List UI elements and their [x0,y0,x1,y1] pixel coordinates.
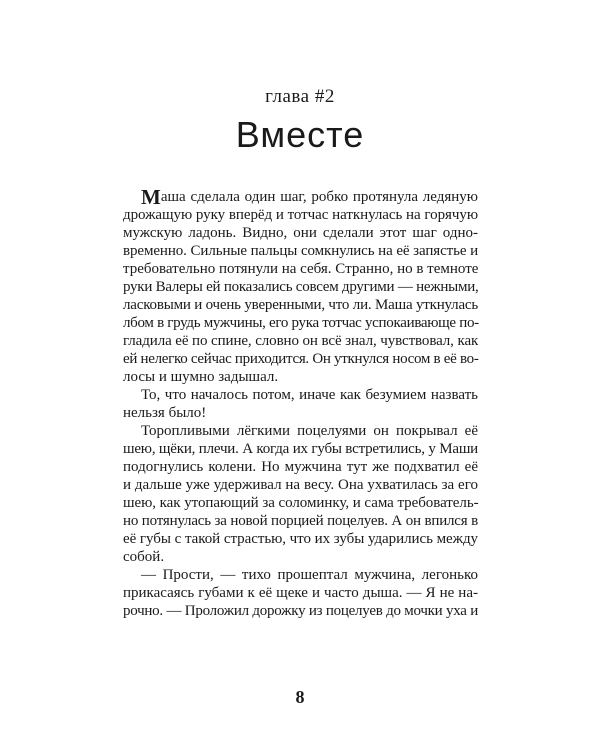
text-line [123,458,478,476]
text-line-content: гладила её по спине, словно он всё знал, чувствовал, как [123,333,479,349]
text-line-content: прикасаясь губами к её щеке и часто дыша. — Я не на- [123,585,478,601]
text-line-content: руки Валеры ей показались совсем другими — нежными, [123,279,479,295]
text-line-content: шею, щёки, плечи. А когда их губы встретились, у Маши [123,441,478,457]
text-line [123,314,478,332]
text-line-content: нельзя было! [123,405,207,421]
text-line [123,548,478,566]
text-line-content: шею, как утопающий за соломинку, и сама требователь- [123,495,479,511]
text-line [123,494,478,512]
text-line-content: требовательно потянули на себя. Странно, но в темноте [123,261,479,277]
page-number: 8 [295,687,305,707]
text-line [123,602,478,620]
chapter-label: глава #2 [265,86,335,107]
drop-cap: М [141,185,161,209]
text-line-content: временно. Сильные пальцы сомкнулись на её запястье и [123,243,478,259]
text-line-content: Торопливыми лёгкими поцелуями он покрывал её [141,423,478,439]
text-line-content: лбом в грудь мужчины, его рука тотчас успокаивающе по- [123,315,479,331]
text-line [123,566,478,584]
text-line-content: собой. [123,549,165,565]
text-line [123,512,478,530]
text-line [123,584,478,602]
text-line-content: её губы с такой страстью, что их зубы ударились между [123,531,478,547]
text-line [123,368,478,386]
text-line [123,530,478,548]
text-line-content: аша сделала один шаг, робко протянула ледяную [160,189,478,205]
text-line-content: ей нелегко сейчас приходится. Он уткнулся носом в её во- [123,351,479,367]
text-line [123,440,478,458]
text-line-content: рочно. — Проложил дорожку из поцелуев до мочки уха и [123,603,478,619]
text-line [123,242,478,260]
text-line [123,404,478,422]
body-text [123,185,479,620]
text-line [123,185,478,209]
text-line [123,386,478,404]
text-line-content: — Прости, — тихо прошептал мужчина, легонько [141,567,478,583]
text-line-content: То, что началось потом, иначе как безумием назвать [141,387,478,403]
text-line [123,224,478,242]
text-line [123,206,478,224]
text-line [123,278,478,296]
text-line-content: подогнулись колени. Но мужчина тут же подхватил её [123,459,478,475]
text-line [123,296,478,314]
text-line-content: и дальше уже удерживал на весу. Она ухватилась за его [123,477,478,493]
text-line-content: ласковыми и очень уверенными, что ли. Маша уткнулась [123,297,478,313]
text-line [123,476,478,494]
text-line-content: мужскую ладонь. Видно, они сделали этот шаг одно- [123,225,478,241]
text-line-content: но потянулась за новой порцией поцелуев. А он впился в [123,513,478,529]
text-line-content: дрожащую руку вперёд и тотчас наткнулась на горячую [123,207,478,223]
text-line-content: лосы и шумно задышал. [123,369,279,385]
text-line [123,422,478,440]
text-line [123,332,478,350]
chapter-title: Вместе [235,114,365,155]
text-line [123,260,478,278]
text-line [123,350,478,368]
